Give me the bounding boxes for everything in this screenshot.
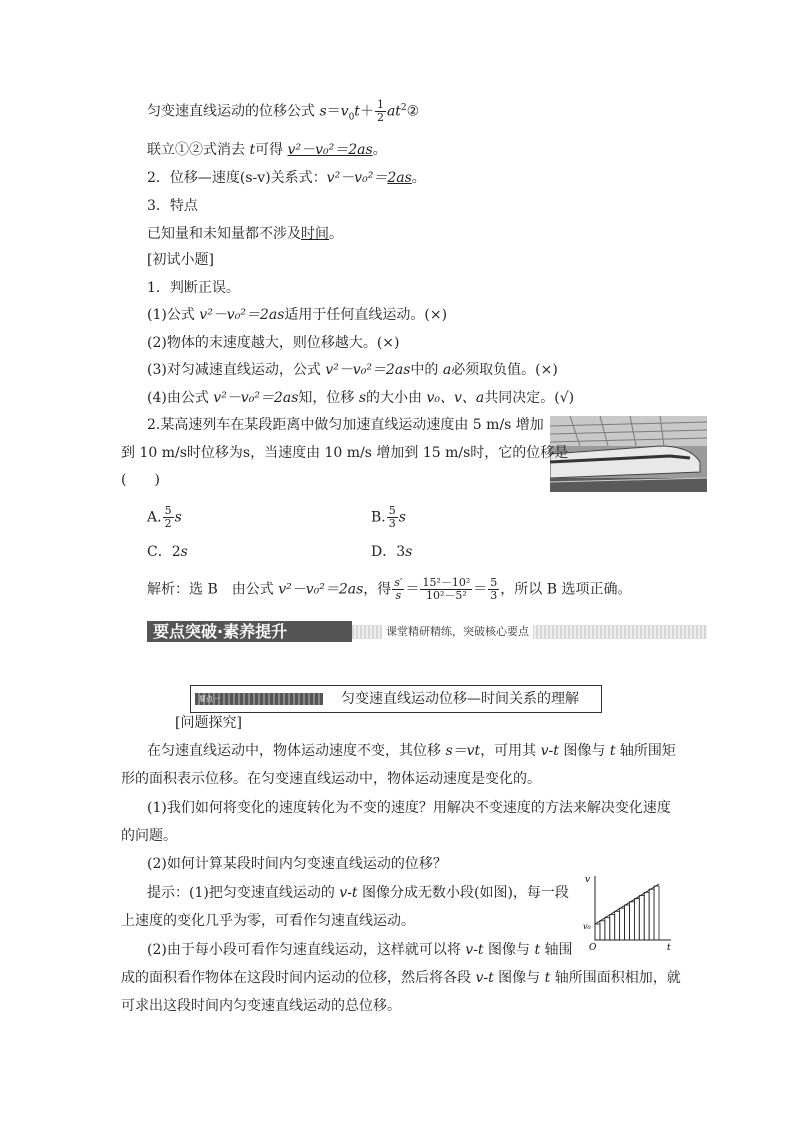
option-b: B. $\frac{5}{3}$ s — [371, 504, 406, 530]
step-bar — [625, 905, 630, 940]
paragraph-1-line-1: 在匀速直线运动中，物体运动速度不变，其位移 s＝vt，可用其 v-t 图像与 t 轴所围矩 — [147, 743, 676, 759]
combine-line: 联立①②式消去 t可得 v²－v₀²＝2as。 — [147, 142, 387, 158]
sub-0: 0 — [348, 112, 355, 123]
paragraph-1-line-2: 形的面积表示位移。在匀变速直线运动中，物体运动速度是变化的。 — [121, 771, 541, 787]
option-a: A. $\frac{5}{2}$ s — [147, 504, 182, 530]
step-bar — [629, 902, 634, 940]
step-bar — [600, 921, 605, 940]
topic-tag: 要点一 — [195, 693, 323, 705]
plus: ＋ — [359, 103, 374, 120]
topic-box — [190, 685, 602, 713]
feature-heading: 3．特点 — [147, 198, 198, 214]
step-bar — [654, 886, 659, 940]
question-2-text: (2)如何计算某段时间内匀变速直线运动的位移？ — [147, 856, 447, 872]
step-bar — [620, 908, 625, 940]
judge-item-1: (1)公式 v²－v₀²＝2as适用于任何直线运动。(×) — [147, 307, 448, 323]
step-bar — [639, 896, 644, 941]
var-t: t — [354, 103, 360, 120]
step-bar — [644, 892, 649, 940]
eq: ＝ — [326, 103, 341, 120]
question-1-line-1: (1)我们如何将变化的速度转化为不变的速度？用解决不变速度的方法来解决变化速度 — [147, 800, 671, 816]
judge-item-4: (4)由公式 v²－v₀²＝2as知，位移 s的大小由 v₀、v、a共同决定。(√) — [147, 390, 575, 406]
solution-line: 解析：选 B 由公式 v²－v₀²＝2as，得 $\frac{s'}{s}$ ＝ $\frac{\text{15²－10²}}{\text{10²－5²}}$ ＝ $\frac{5}{3}$ ，所以 B 选项正确。 — [147, 576, 632, 602]
section-banner — [147, 621, 707, 642]
displacement-velocity-line: 2．位移—速度(s-v)关系式：v²－v₀²＝2as。 — [147, 170, 426, 186]
question-2-line-2: 到 10 m/s时位移为s，当速度由 10 m/s 增加到 15 m/s时，它的位移是 — [121, 445, 569, 461]
fraction-half: $\frac{1}{2}$ — [376, 98, 384, 125]
feature-text: 已知量和未知量都不涉及时间。 — [147, 226, 343, 242]
text: 匀变速直线运动的位移公式 — [147, 103, 315, 120]
question-2-line-1: 2.某高速列车在某段距离中做匀加速直线运动速度由 5 m/s 增加 — [147, 417, 544, 433]
step-bar — [595, 924, 600, 940]
banner-stripe — [352, 625, 707, 639]
topic-title: 匀变速直线运动位移—时间关系的理解 — [341, 691, 579, 707]
v-label: v — [585, 875, 591, 885]
var-s: s — [319, 103, 327, 120]
circled-2: ② — [406, 103, 420, 120]
step-bar — [649, 889, 654, 940]
var-at: at — [386, 103, 401, 120]
question-1-line-2: 的问题。 — [121, 828, 177, 844]
vt-graph — [583, 872, 675, 952]
displacement-formula-line — [147, 98, 419, 127]
origin-label: O — [589, 943, 597, 952]
step-bar — [615, 911, 620, 940]
option-c: C．2s — [147, 544, 188, 560]
banner-subtitle: 课堂精研精练，突破核心要点 — [382, 623, 533, 641]
hint-line-4: 成的面积看作物体在这段时间内运动的位移，然后将各段 v-t 图像与 t 轴所围面积相加，就 — [121, 970, 681, 986]
trial-heading: [初试小题] — [147, 252, 214, 268]
banner-title: 要点突破·素养提升 — [147, 621, 352, 642]
question-2-blank: ( ) — [121, 472, 160, 488]
hint-line-5: 可求出这段时间内匀变速直线运动的总位移。 — [121, 998, 401, 1014]
hint-line-2: 上速度的变化几乎为零，可看作匀速直线运动。 — [121, 913, 415, 929]
t-label: t — [667, 943, 671, 952]
step-bar — [605, 918, 610, 940]
explore-heading: [问题探究] — [175, 715, 242, 731]
option-d: D．3s — [371, 544, 413, 560]
step-bar — [610, 915, 615, 941]
question-1-heading: 1．判断正误。 — [147, 280, 240, 296]
hint-line-3: (2)由于每小段可看作匀速直线运动，这样就可以将 v-t 图像与 t 轴围 — [147, 942, 573, 958]
step-bar — [634, 899, 639, 940]
var-v: v — [340, 103, 349, 120]
hint-line-1: 提示：(1)把匀变速直线运动的 v-t 图像分成无数小段(如图)，每一段 — [147, 885, 569, 901]
v0-label: v₀ — [583, 922, 591, 931]
sup-2: 2 — [400, 103, 407, 113]
judge-item-2: (2)物体的末速度越大，则位移越大。(×) — [147, 335, 400, 351]
train-image — [550, 416, 707, 492]
judge-item-3: (3)对匀减速直线运动，公式 v²－v₀²＝2as中的 a必须取负值。(×) — [147, 362, 558, 378]
